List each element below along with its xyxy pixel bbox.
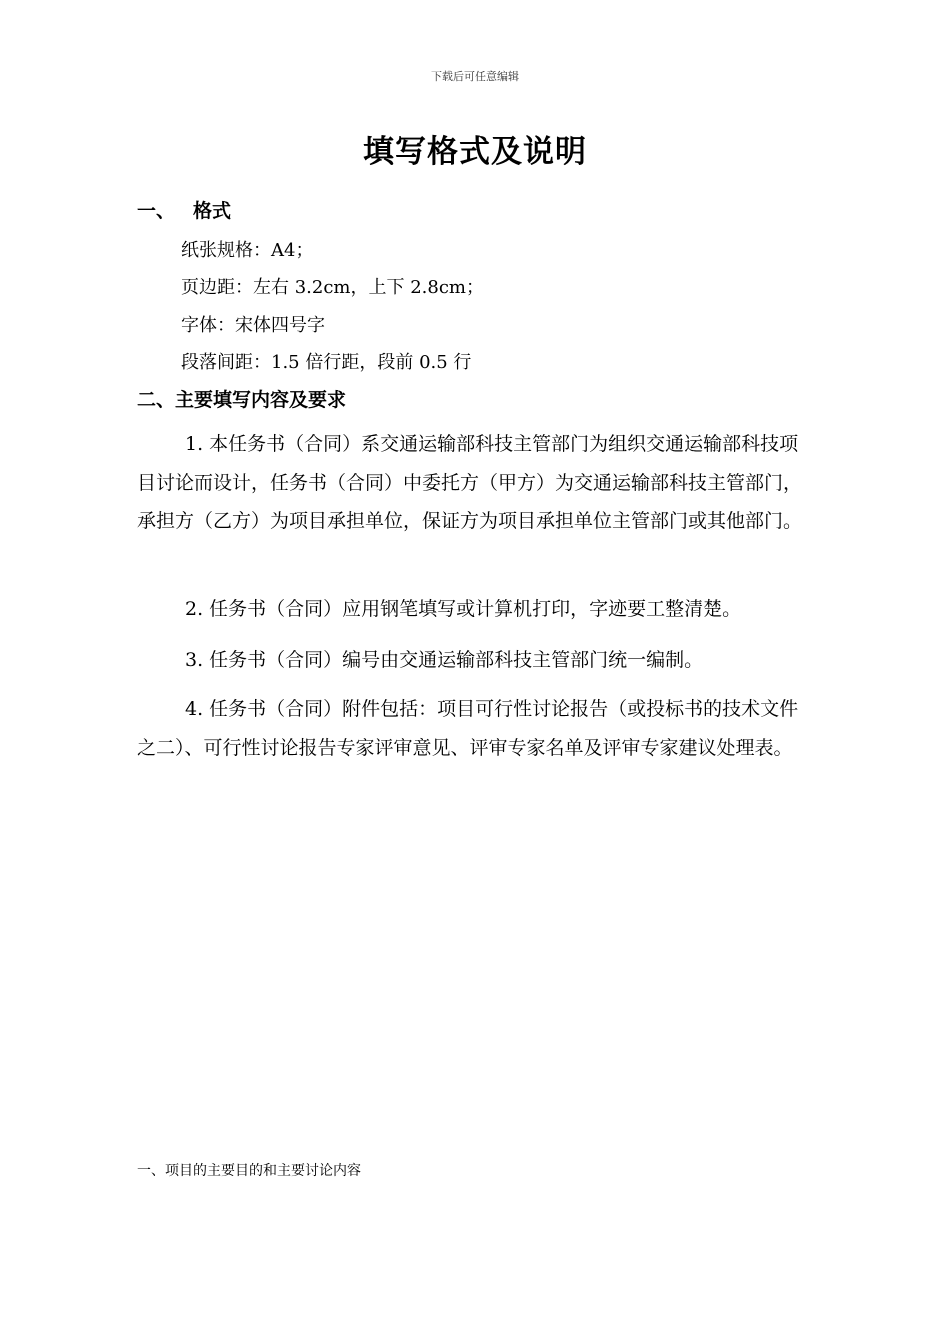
section-format-title: 格式 xyxy=(193,200,232,222)
format-font: 字体：宋体四号字 xyxy=(181,315,325,336)
format-paper-size: 纸张规格：A4； xyxy=(181,240,314,261)
section-format-heading xyxy=(137,196,231,223)
format-margins: 页边距：左右 3.2cm，上下 2.8cm； xyxy=(181,277,484,298)
requirement-paragraph-1: 1. 本任务书（合同）系交通运输部科技主管部门为组织交通运输部科技项目讨论而设计，任务书（合同）中委托方（甲方）为交通运输部科技主管部门，承担方（乙方）为项目承担单位，保证方为项目承担单位主管部门或其他部门。 xyxy=(137,433,803,532)
next-section-heading: 一、项目的主要目的和主要讨论内容 xyxy=(137,1163,361,1179)
document-title: 填写格式及说明 xyxy=(363,134,587,170)
page-header-note: 下载后可任意编辑 xyxy=(431,70,519,83)
format-spacing: 段落间距：1.5 倍行距，段前 0.5 行 xyxy=(181,352,472,373)
requirement-paragraph-2: 2. 任务书（合同）应用钢笔填写或计算机打印，字迹要工整清楚。 xyxy=(185,598,742,620)
requirement-paragraph-4: 4. 任务书（合同）附件包括：项目可行性讨论报告（或投标书的技术文件之二）、可行性讨论报告专家评审意见、评审专家名单及评审专家建议处理表。 xyxy=(137,698,799,759)
requirement-paragraph-3: 3. 任务书（合同）编号由交通运输部科技主管部门统一编制。 xyxy=(185,649,704,671)
section-format-number: 一、 xyxy=(137,200,176,222)
section-requirements-heading: 二、主要填写内容及要求 xyxy=(137,389,347,411)
